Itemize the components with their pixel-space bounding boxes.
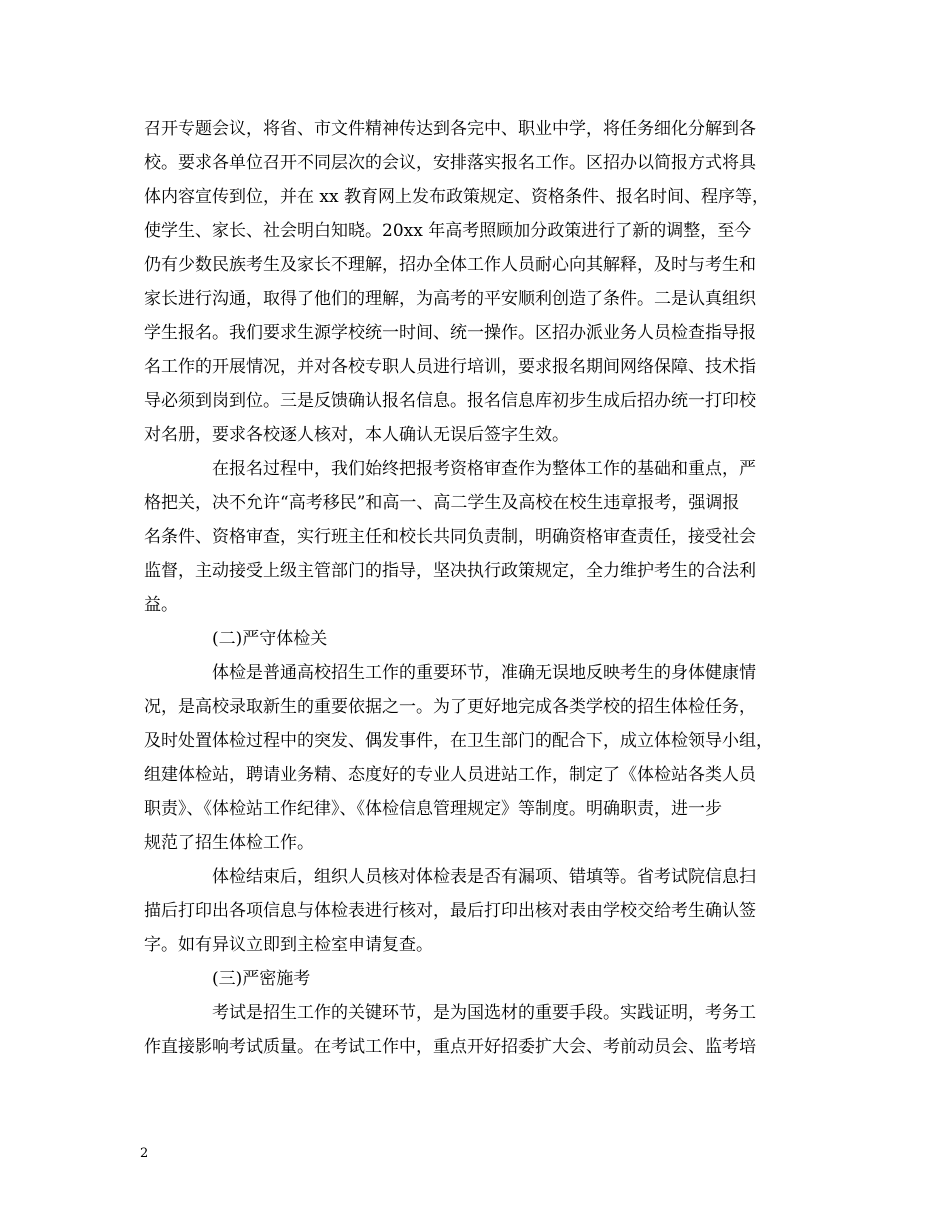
- section-heading-strict-exam: [144, 962, 824, 996]
- text-line: 体检结束后，组织人员核对体检表是否有漏项、错填等。省考试院信息扫: [212, 867, 756, 887]
- document-body: [144, 112, 824, 1064]
- paragraph-exam-verification: [144, 860, 824, 962]
- text-line: 学生报名。我们要求生源学校统一时间、统一操作。区招办派业务人员检查指导报: [144, 323, 756, 343]
- text-line: 作直接影响考试质量。在考试工作中，重点开好招委扩大会、考前动员会、监考培: [144, 1037, 756, 1057]
- text-line: 使学生、家长、社会明白知晓。20xx 年高考照顾加分政策进行了新的调整，至今: [144, 221, 752, 241]
- text-line: 家长进行沟通，取得了他们的理解，为高考的平安顺利创造了条件。二是认真组织: [144, 289, 756, 309]
- text-line: 组建体检站，聘请业务精、态度好的专业人员进站工作，制定了《体检站各类人员: [144, 765, 756, 785]
- paragraph-exam-administration: [144, 996, 824, 1064]
- section-heading: (二)严守体检关: [212, 629, 328, 649]
- text-line: 名条件、资格审查，实行班主任和校长共同负责制，明确资格审查责任，接受社会: [144, 527, 756, 547]
- section-heading: (三)严密施考: [212, 969, 311, 989]
- text-line: 对名册，要求各校逐人核对，本人确认无误后签字生效。: [144, 425, 569, 445]
- text-line: 体检是普通高校招生工作的重要环节，准确无误地反映考生的身体健康情: [212, 663, 756, 683]
- text-line: 监督，主动接受上级主管部门的指导，坚决执行政策规定，全力维护考生的合法利: [144, 561, 756, 581]
- text-line: 益。: [144, 595, 178, 615]
- text-line: 名工作的开展情况，并对各校专职人员进行培训，要求报名期间网络保障、技术指: [144, 357, 756, 377]
- text-line: 描后打印出各项信息与体检表进行核对，最后打印出核对表由学校交给考生确认签: [144, 901, 756, 921]
- paragraph-registration-work: [144, 112, 824, 452]
- text-line: 在报名过程中，我们始终把报考资格审查作为整体工作的基础和重点，严: [212, 459, 756, 479]
- text-line: 格把关，决不允许“高考移民”和高一、高二学生及高校在校生违章报考，强调报: [144, 493, 740, 513]
- text-line: 及时处置体检过程中的突发、偶发事件，在卫生部门的配合下，成立体检领导小组，: [144, 731, 773, 751]
- text-line: 召开专题会议，将省、市文件精神传达到各完中、职业中学，将任务细化分解到各: [144, 119, 756, 139]
- paragraph-physical-exam: [144, 656, 824, 860]
- page-number: 2: [140, 1146, 149, 1161]
- text-line: 职责》、《体检站工作纪律》、《体检信息管理规定》等制度。明确职责，进一步: [144, 799, 722, 819]
- text-line: 字。如有异议立即到主检室申请复查。: [144, 935, 433, 955]
- paragraph-qualification-review: [144, 452, 824, 622]
- text-line: 仍有少数民族考生及家长不理解，招办全体工作人员耐心向其解释，及时与考生和: [144, 255, 756, 275]
- text-line: 况，是高校录取新生的重要依据之一。为了更好地完成各类学校的招生体检任务，: [144, 697, 756, 717]
- text-line: 校。要求各单位召开不同层次的会议，安排落实报名工作。区招办以简报方式将具: [144, 153, 756, 173]
- text-line: 规范了招生体检工作。: [144, 833, 314, 853]
- text-line: 体内容宣传到位，并在 xx 教育网上发布政策规定、资格条件、报名时间、程序等，: [144, 187, 769, 207]
- text-line: 导必须到岗到位。三是反馈确认报名信息。报名信息库初步生成后招办统一打印校: [144, 391, 756, 411]
- section-heading-physical-exam: [144, 622, 824, 656]
- text-line: 考试是招生工作的关键环节，是为国选材的重要手段。实践证明，考务工: [212, 1003, 756, 1023]
